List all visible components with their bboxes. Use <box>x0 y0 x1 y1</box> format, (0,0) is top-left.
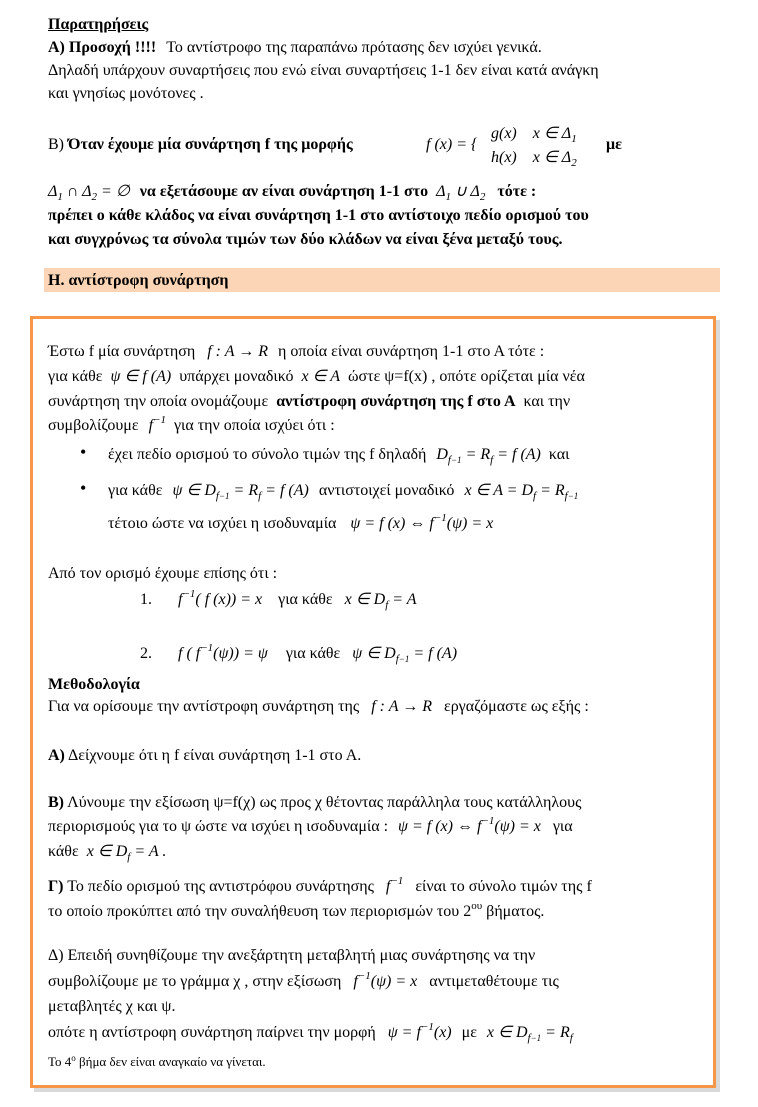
section-header <box>44 268 720 292</box>
obs-a-line3: και γνησίως μονότονες . <box>48 85 204 102</box>
obs-a-text1: Το αντίστροφο της παραπάνω πρότασης δεν ισχύει γενικά. <box>166 39 542 56</box>
obs-b-text1: Όταν έχουμε μία συνάρτηση f της μορφής <box>68 136 353 153</box>
def-line1: Έστω f μία συνάρτηση f : A → R η οποία είναι συνάρτηση 1-1 στο Α τότε : <box>48 343 545 360</box>
method-step-d4: οπότε η αντίστροφη συνάρτηση παίρνει την μορφή $\psi = f^{-1}(x)$ με x ∈ $D_{f-1} = R_f$ <box>48 1021 573 1044</box>
prop-1: 1. $f^{-1}$( f (x)) = x για κάθε x ∈ $D_f = A$ <box>140 588 417 611</box>
method-step-b2: περιορισμούς για το ψ ώστε να ισχύει η ισοδυναμία : ψ = f (x) ⇔ $f^{-1}(\psi) = x$ για <box>48 815 573 835</box>
method-step-b3: κάθε x ∈ $D_f = A$ . <box>48 843 167 863</box>
method-title: Μεθοδολογία <box>48 676 140 693</box>
obs-b-line2: $\Delta_1$ ∩ $\Delta_2$ = ∅ να εξετάσουμε αν είναι συνάρτηση 1-1 στο $\Delta_1$ ∪ $\Delta_2$ τότε : <box>48 183 537 203</box>
def-line2: για κάθε ψ ∈ f (A) υπάρχει μοναδικό x ∈ A ώστε ψ=f(x) , οπότε ορίζεται μία νέα <box>48 368 585 385</box>
def-bullet1: έχει πεδίο ορισμού το σύνολο τιμών της f δηλαδή $D_{f-1} = R_f = f$ (A) και <box>108 446 570 466</box>
def-bullet2-cont: τέτοιο ώστε να ισχύει η ισοδυναμία ψ = f (x) ⇔ $f^{-1}(\psi) = x$ <box>108 512 494 532</box>
def-bullet2: για κάθε ψ ∈ $D_{f-1} = R_f = f$ (A) αντιστοιχεί μοναδικό x ∈ $A = D_f = R_{f-1}$ <box>108 482 579 502</box>
method-step-g2: το οποίο προκύπτει από την συναλήθευση των περιορισμών του $2^{o\upsilon}$ βήματος. <box>48 900 545 920</box>
method-step-d3: μεταβλητές χ και ψ. <box>48 998 176 1015</box>
piecewise-formula: f (x) = { g(x) x ∈ $\Delta_1$ h(x) x ∈ $\Delta_2$ <box>426 125 577 169</box>
prop-2: 2. f ( $f^{-1}(\psi)) = \psi$ για κάθε ψ ∈ $D_{f-1} = f$ (A) <box>140 642 458 665</box>
method-note: Το $4^o$ βήμα δεν είναι αναγκαίο να γίνεται. <box>48 1053 266 1069</box>
obs-a-line2: Δηλαδή υπάρχουν συναρτήσεις που ενώ είναι συναρτήσεις 1-1 δεν είναι κατά ανάγκη <box>48 62 599 79</box>
method-step-d1: Δ) Επειδή συνηθίζουμε την ανεξάρτητη μεταβλητή μιας συνάρτησης να την <box>48 947 536 964</box>
bullet-dot-1: • <box>80 442 87 462</box>
method-step-a: Α) Δείχνουμε ότι η f είναι συνάρτηση 1-1 στο Α. <box>48 747 362 764</box>
obs-a-label: Α) Προσοχή !!!! <box>48 39 157 56</box>
method-intro: Για να ορίσουμε την αντίστροφη συνάρτηση της f : A → R εργαζόμαστε ως εξής : <box>48 698 589 715</box>
def-line3: συνάρτηση την οποία ονομάζουμε αντίστροφη συνάρτηση της f στο Α και την <box>48 393 571 410</box>
obs-a-line1 <box>48 36 542 59</box>
def-line4: συμβολίζουμε $f^{-1}$ για την οποία ισχύει ότι : <box>48 414 335 434</box>
obs-b-me: με <box>606 136 622 153</box>
obs-b-line1 <box>48 133 353 156</box>
obs-b-tote: τότε : <box>497 183 537 200</box>
obs-b-prefix: Β) <box>48 136 64 153</box>
obs-b-text2: να εξετάσουμε αν είναι συνάρτηση 1-1 στο <box>139 183 429 200</box>
props-intro: Από τον ορισμό έχουμε επίσης ότι : <box>48 565 278 582</box>
observations-title: Παρατηρήσεις <box>48 16 149 33</box>
obs-b-line4: και συγχρόνως τα σύνολα τιμών των δύο κλάδων να είναι ξένα μεταξύ τους. <box>48 231 563 248</box>
obs-b-line3: πρέπει ο κάθε κλάδος να είναι συνάρτηση 1-1 στο αντίστοιχο πεδίο ορισμού του <box>48 207 589 224</box>
bullet-dot-2: • <box>80 478 87 498</box>
method-step-b1: Β) Λύνουμε την εξίσωση ψ=f(χ) ως προς χ θέτοντας παράλληλα τους κατάλληλους <box>48 794 582 811</box>
method-step-g1: Γ) Το πεδίο ορισμού της αντιστρόφου συνάρτησης $f^{-1}$ είναι το σύνολο τιμών της f <box>48 875 592 895</box>
section-title: Η. αντίστροφη συνάρτηση <box>48 272 229 289</box>
method-step-d2: συμβολίζουμε με το γράμμα χ , στην εξίσωση $f^{-1}(\psi) = x$ αντιμεταθέτουμε τις <box>48 970 559 990</box>
